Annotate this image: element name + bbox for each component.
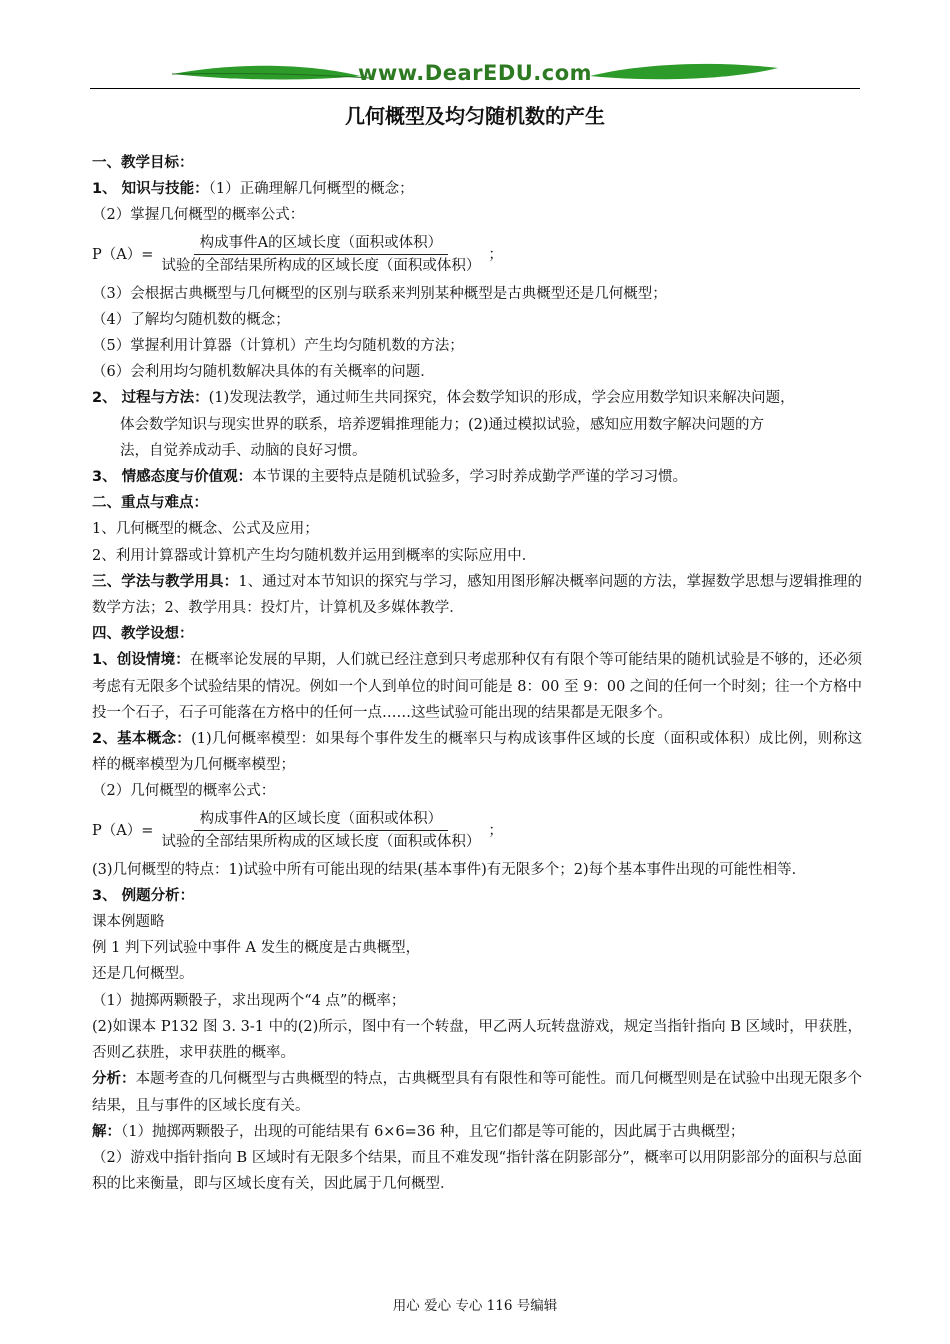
page-title: 几何概型及均匀随机数的产生 xyxy=(345,104,605,128)
document-body xyxy=(92,150,862,1197)
keypoint-1: 1、几何概型的概念、公式及应用； xyxy=(92,521,319,538)
header-divider xyxy=(90,88,860,89)
scenario-text: 在概率论发展的早期，人们就已经注意到只考虑那种仅有有限个等可能结果的随机试验是不够的，还必须考虑有无限多个试验结果的情况。例如一个人到单位的时间可能是 8：00 至 9：00 之间的任何一个时刻；往一个方格中投一个石子，石子可能落在方格中的任何一点……这些试验可能出现的结果都是无限多个。 xyxy=(92,652,862,721)
scenario-label: 1、创设情境： xyxy=(92,652,190,669)
formula-suffix: ； xyxy=(488,246,503,263)
goal-5: （5）掌握利用计算器（计算机）产生均匀随机数的方法； xyxy=(92,338,464,355)
process-text: (1)发现法教学，通过师生共同探究，体会数学知识的形成，学会应用数学知识来解决问题， xyxy=(208,390,795,407)
learning-methods xyxy=(92,569,862,621)
goal-2: （2）掌握几何概型的概率公式： xyxy=(92,207,305,224)
site-logo[interactable] xyxy=(170,58,780,92)
analysis-text: 本题考查的几何概型与古典概型的特点，古典概型具有有限性和等可能性。而几何概型则是在试验中出现无限多个结果，且与事件的区域长度有关。 xyxy=(92,1071,863,1114)
knowledge-text: （1）正确理解几何概型的概念； xyxy=(208,181,414,198)
section-heading-goals: 一、教学目标： xyxy=(92,155,194,171)
knowledge-skills xyxy=(92,176,862,202)
example-line-2: 例 1 判下列试验中事件 A 发生的概度是古典概型， xyxy=(92,940,421,957)
knowledge-label: 1、 知识与技能： xyxy=(92,181,209,198)
formula-numerator: 构成事件A的区域长度（面积或体积） xyxy=(194,808,448,831)
section-heading-keypoints: 二、重点与难点： xyxy=(92,495,208,512)
concept-text: (1)几何概率模型：如果每个事件发生的概率只与构成该事件区域的长度（面积或体积）成比例，则称这样的概率模型为几何概率模型； xyxy=(92,731,862,774)
example-line-4: （1）抛掷两颗骰子，求出现两个“4 点”的概率； xyxy=(92,992,406,1009)
process-line-2: 体会数学知识与现实世界的联系，培养逻辑推理能力；(2)通过模拟试验，感知应用数字解决问题的方 xyxy=(120,416,765,433)
create-scenario xyxy=(92,647,862,726)
basic-concept xyxy=(92,726,862,778)
example-line-1: 课本例题略 xyxy=(92,914,165,931)
attitude-values xyxy=(92,464,862,490)
goal-4: （4）了解均匀随机数的概念； xyxy=(92,311,290,328)
site-logo-text: www.DearEDU.com xyxy=(357,61,593,85)
solution xyxy=(92,1119,862,1145)
goal-3: （3）会根据古典概型与几何概型的区别与联系来判别某种概型是古典概型还是几何概型； xyxy=(92,285,667,302)
process-line-3: 法，自觉养成动手、动脑的良好习惯。 xyxy=(120,442,367,459)
page-footer: 用心 爱心 专心 116 号编辑 xyxy=(392,1298,558,1314)
solution-text: （1）抛掷两颗骰子，出现的可能结果有 6×6=36 种，且它们都是等可能的，因此属于古典概型； xyxy=(121,1123,745,1140)
concept-features: (3)几何概型的特点：1)试验中所有可能出现的结果(基本事件)有无限多个；2)每个基本事件出现的可能性相等． xyxy=(92,861,807,878)
example-heading: 3、 例题分析： xyxy=(92,887,195,904)
formula-suffix: ； xyxy=(488,822,503,839)
attitude-label: 3、 情感态度与价值观： xyxy=(92,469,253,486)
section-heading-design: 四、教学设想： xyxy=(92,626,194,643)
keypoint-2: 2、利用计算器或计算机产生均匀随机数并运用到概率的实际应用中． xyxy=(92,547,537,564)
probability-formula-2 xyxy=(92,805,862,857)
formula-lhs: P（A）= xyxy=(92,822,154,839)
concept-label: 2、基本概念： xyxy=(92,731,192,748)
formula-fraction xyxy=(159,232,482,277)
example-line-5: (2)如课本 P132 图 3. 3-1 中的(2)所示，图中有一个转盘，甲乙两人玩转盘游戏，规定当指针指向 B 区域时，甲获胜，否则乙获胜，求甲获胜的概率。 xyxy=(92,1018,862,1062)
concept-formula-intro: （2）几何概型的概率公式： xyxy=(92,783,276,800)
example-line-3: 还是几何概型。 xyxy=(92,966,194,983)
probability-formula-1 xyxy=(92,229,862,281)
attitude-text: 本节课的主要特点是随机试验多，学习时养成勤学严谨的学习习惯。 xyxy=(252,469,688,486)
formula-lhs: P（A）= xyxy=(92,246,154,263)
analysis xyxy=(92,1066,862,1118)
process-label: 2、 过程与方法： xyxy=(92,390,209,407)
formula-fraction xyxy=(159,808,482,853)
solution-label: 解： xyxy=(92,1123,121,1140)
formula-denominator: 试验的全部结果所构成的区域长度（面积或体积） xyxy=(161,258,481,275)
methods-label: 三、学法与教学用具： xyxy=(92,573,239,590)
formula-numerator: 构成事件A的区域长度（面积或体积） xyxy=(194,232,448,255)
methods-text: 1、通过对本节知识的探究与学习，感知用图形解决概率问题的方法，掌握数学思想与逻辑推理的数学方法；2、教学用具：投灯片，计算机及多媒体教学． xyxy=(92,573,862,617)
formula-denominator: 试验的全部结果所构成的区域长度（面积或体积） xyxy=(161,834,481,851)
analysis-label: 分析： xyxy=(92,1071,136,1088)
process-method xyxy=(92,385,862,411)
goal-6: （6）会利用均匀随机数解决具体的有关概率的问题． xyxy=(92,364,435,381)
solution-part-2: （2）游戏中指针指向 B 区域时有无限多个结果，而且不难发现“指针落在阴影部分”，概率可以用阴影部分的面积与总面积的比来衡量，即与区域长度有关，因此属于几何概型． xyxy=(92,1149,862,1193)
